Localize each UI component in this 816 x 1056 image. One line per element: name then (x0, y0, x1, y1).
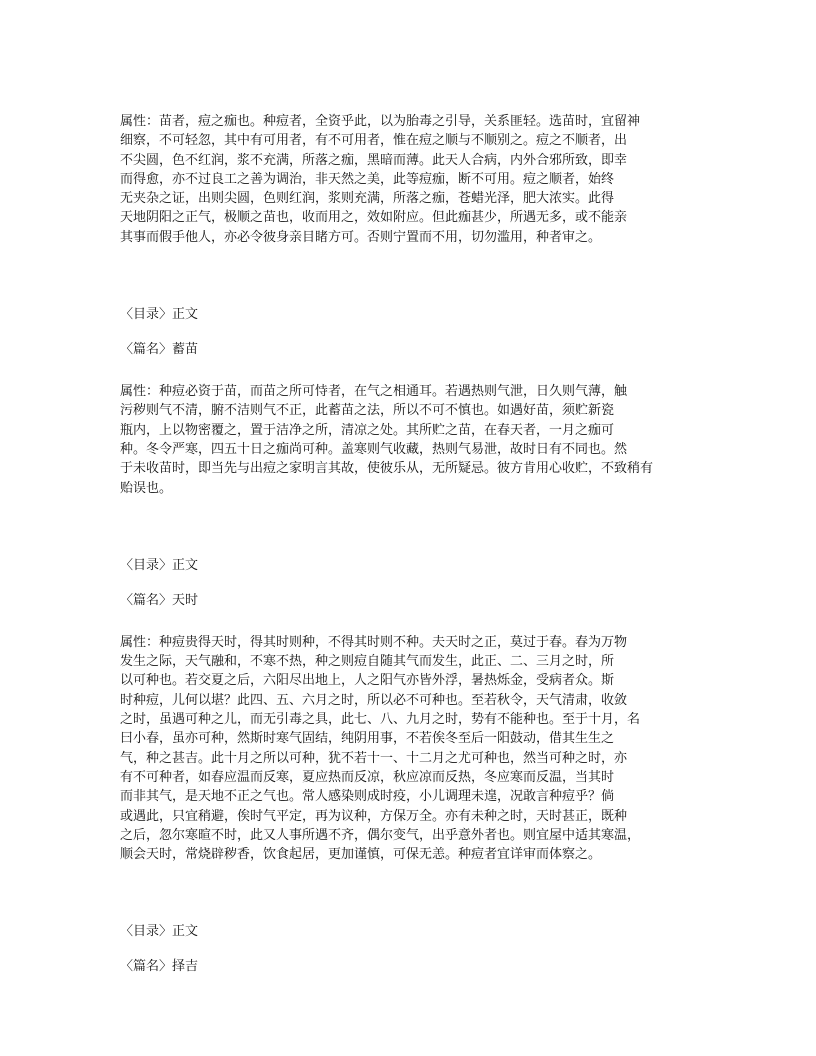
section-body-tianshi: 属性：种痘贵得天时，得其时则种，不得其时则不种。夫天时之正，莫过于春。春为万物 发生之际，天气融和，不寒不热，种之则痘自随其气而发生，此正、二、三月之时，所 以可种也。若交夏之后，六阳尽出地上，人之阳气亦皆外浮，暑热烁金，受病者众。斯 时种痘，儿何以堪？此四、五、六月之时，所以必不可种也。至若秋令，天气清肃，收敛 之时，虽遇可种之儿，而无引毒之具，此七、八、九月之时，势有不能种也。至于十月，名 曰小春，虽亦可种，然斯时寒气固结，纯阴用事，不若俟冬至后一阳鼓动，借其生生之 气，种之甚吉。此十月之所以可种，犹不若十一、十二月之尤可种也，然当可种之时，亦 有不可种者，如春应温而反寒，夏应热而反凉，秋应凉而反热，冬应寒而反温，当其时 而非其气，是天地不正之气也。常人感染则成时疫，小儿调理未遑，况敢言种痘乎？倘 或遇此，只宜稍避，俟时气平定，再为议种，方保万全。亦有未种之时，天时甚正，既种 之后，忽尔寒暄不时，此又人事所遇不齐，偶尔变气，出乎意外者也。则宜屋中适其寒温， 顺会天时，常烧辟秽香，饮食起居，更加谨慎，可保无恙。种痘者宜详审而体察之。 (120, 634, 641, 863)
section-body-xumiao: 属性：种痘必资于苗，而苗之所可恃者，在气之相通耳。若遇热则气泄，日久则气薄，触 污秽则气不清，腑不洁则气不正，此蓄苗之法，所以不可不慎也。如遇好苗，须贮新瓷 瓶内，上以物密覆之，置于洁净之所，清凉之处。其所贮之苗，在春天者，一月之痂可 种。冬令严寒，四五十日之痂尚可种。盖寒则气收藏，热则气易泄，故时日有不同也。然 于未收苗时，即当先与出痘之家明言其故，使彼乐从，无所疑忌。彼方肯用心收贮，不致稍有 贻误也。 (120, 384, 654, 496)
catalog-marker: 〈目录〉正文 (120, 307, 199, 323)
catalog-marker: 〈目录〉正文 (120, 557, 199, 573)
document-page (120, 112, 700, 976)
chapter-title-tianshi: 〈篇名〉天时 (120, 592, 199, 608)
chapter-title-zeji: 〈篇名〉择吉 (120, 959, 199, 975)
catalog-marker: 〈目录〉正文 (120, 924, 199, 940)
section-body-miao: 属性：苗者，痘之痂也。种痘者，全资乎此，以为胎毒之引导，关系匪轻。选苗时，宜留神 细察，不可轻忽，其中有可用者，有不可用者，惟在痘之顺与不顺别之。痘之不顺者，出 不尖圆，色不红润，浆不充满，所落之痂，黑暗而薄。此天人合病，内外合邪所致，即幸 而得愈，亦不过良工之善为调治，非天然之美，此等痘痂，断不可用。痘之顺者，始终 无夹杂之证，出则尖圆，色则红润，浆则充满，所落之痂，苍蜡光泽，肥大浓实。此得 天地阴阳之正气，极顺之苗也，收而用之，效如附应。但此痂甚少，所遇无多，或不能亲 其事而假手他人，亦必令彼身亲目睹方可。否则宁置而不用，切勿滥用，种者审之。 (120, 114, 641, 245)
chapter-title-xumiao: 〈篇名〉蓄苗 (120, 342, 199, 358)
